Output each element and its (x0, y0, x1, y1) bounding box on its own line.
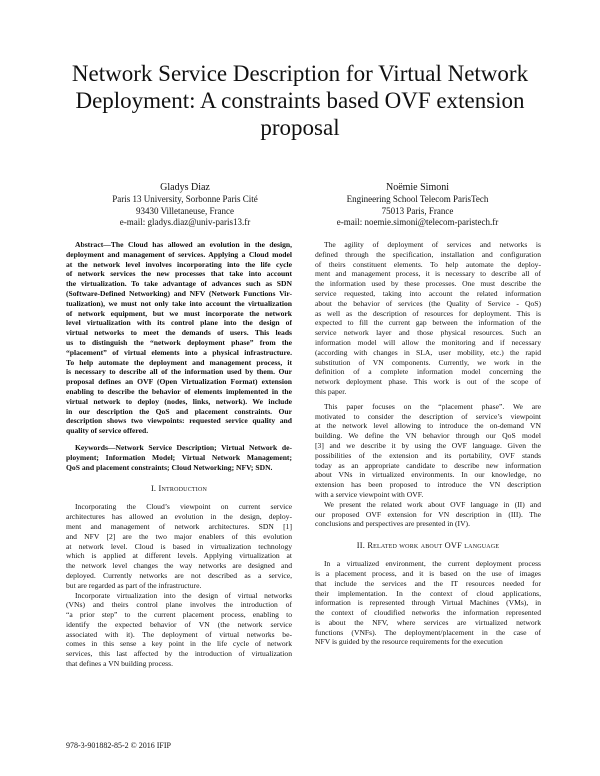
text-line: about VNs in virtualized environments. In our knowledge, no (315, 470, 541, 480)
paper-title (50, 60, 550, 141)
text-line: comes in this sense a key point in the life cycle of network (66, 639, 292, 649)
text-line: The agility of deployment of services and networks is (324, 240, 541, 249)
intro-paragraph-1 (66, 502, 292, 590)
text-line: conclusions and perspectives are presented in (IV). (315, 519, 470, 529)
text-line: Abstract—The Cloud has allowed an evolution in the design, (75, 240, 292, 249)
text-line: (according with changes in SLA, user mobility, etc.) the rapid (315, 347, 541, 357)
paragraph-focus (315, 402, 541, 500)
author-affiliation: Paris 13 University, Sorbonne Paris Cité (112, 194, 258, 204)
text-line: In a virtualized environment, the current deployment process (324, 559, 541, 569)
text-line: at the network level involves incorporating into the life cycle (66, 259, 292, 269)
text-line: (VNs) and theirs control plane involves the introduction of (66, 600, 292, 610)
text-line: motivated to consider the description of service’s viewpoint (315, 411, 541, 421)
text-line: virtual network to deploy (nodes, links, network). We include (66, 396, 292, 406)
text-line: NFV is guided by the resource requirements for the execution (315, 637, 503, 647)
text-line: us to distinguish the “network deployment phase” from the (66, 337, 292, 347)
text-line: expected to fill the current gap between the information of the (315, 318, 541, 328)
text-line: To help automate the deployment and management process, it (66, 357, 292, 367)
text-line: service requested, taking into account the related information (315, 288, 541, 298)
text-line: the information used by these processes. One must describe the (315, 279, 541, 289)
paragraph-related-work (315, 559, 541, 647)
author-diaz (90, 181, 280, 229)
text-line: is necessary to describe all of the information used by them. Our (66, 367, 292, 377)
text-line: of network services the new processes that take into account (66, 269, 292, 279)
author-name: Noëmie Simoni (385, 182, 450, 193)
text-line: “a prior step” to the current placement process, enabling to (66, 610, 292, 620)
text-line: architectures has allowed an evolution in the design, deploy- (66, 512, 292, 522)
paragraph-outline (315, 500, 541, 529)
text-line: ployment; Information Model; Virtual Network Management; (66, 452, 292, 462)
author-affiliation: Engineering School Telecom ParisTech (346, 194, 489, 204)
text-line: that include the services and the IT resources needed for (315, 578, 541, 588)
text-line: at network level. Cloud is based in virtualization technology (66, 541, 292, 551)
text-line: QoS and placement constraints; Cloud Networking; NFV; SDN. (66, 462, 273, 472)
text-line: about the behavior of services (the Quality of Service - QoS) (315, 298, 541, 308)
text-line: Keywords—Network Service Description; Virtual Network de- (75, 442, 292, 452)
intro-paragraph-2 (66, 591, 292, 669)
text-line: definition of a complete information model concerning the (315, 367, 541, 377)
text-line: substitution of VN components. Currently, we work in the (315, 357, 541, 367)
right-column (315, 240, 541, 647)
text-line: of theirs constituent elements. To help automate the deploy- (315, 259, 541, 269)
left-column (66, 240, 292, 669)
text-line: that defines a VN building process. (66, 659, 173, 669)
text-line: possibilities of the extension and its portability, OVF stands (315, 450, 541, 460)
section-heading-related-work: II. Related work about OVF language (356, 541, 500, 551)
text-line: quality of service offered. (66, 426, 149, 436)
text-line: defined through the specification, installation and configuration (315, 249, 541, 259)
text-line: today as an appropriate candidate to describe new information (315, 460, 541, 470)
author-simoni (310, 181, 525, 229)
text-line: the virtualization. To take advantage of advances such as SDN (66, 279, 292, 289)
text-line: the context of cloudified networks the information represented (315, 608, 541, 618)
section-heading-introduction: I. Introduction (150, 484, 208, 494)
keywords (66, 443, 292, 472)
text-line: deployment and management of services. Applying a Cloud model (66, 249, 292, 259)
text-line: description shows two viewpoints: requested service quality and (66, 416, 292, 426)
paragraph-agility (315, 240, 541, 397)
text-line: their implementation. In the context of cloud applications, (315, 588, 541, 598)
text-line: identify the expected behavior of VN (the network service (66, 619, 292, 629)
text-line: This paper focuses on the “placement phase”. We are (324, 401, 541, 411)
text-line: tualization), we must not only take into account the virtualization (66, 298, 292, 308)
author-address: 93430 Villetaneuse, France (135, 205, 234, 216)
text-line: this paper. (315, 386, 347, 396)
text-line: proposal defines an OVF (Open Virtualization Format) extension (66, 377, 292, 387)
text-line: at the network level allowing to introduce the on-demand VN (315, 421, 541, 431)
text-line: deployed. Currently networks are not described as a service, (66, 570, 292, 580)
text-line: with a service viewpoint with OVF. (315, 489, 424, 499)
text-line: in our description the QoS and placement constraints. Our (66, 406, 292, 416)
author-address: 75013 Paris, France (381, 205, 454, 216)
text-line: information model will allow the monitoring and if necessary (315, 337, 541, 347)
copyright-footer: 978-3-901882-85-2 © 2016 IFIP (66, 741, 171, 750)
text-line: as well as the description of resources for deployment. This is (315, 308, 541, 318)
text-line: services, this last affected by the introduction of virtualization (66, 649, 292, 659)
author-email: e-mail: gladys.diaz@univ-paris13.fr (119, 217, 251, 227)
text-line: service network layer and those physical resources. Such an (315, 328, 541, 338)
text-line: ment and management process, it is necessary to describe all of (315, 269, 541, 279)
text-line: We present the related work about OVF language in (II) and (324, 499, 541, 509)
text-line: of network equipment, but we must incorporate the network (66, 308, 292, 318)
title-line: Network Service Description for Virtual Network (71, 61, 529, 86)
text-line: Incorporate virtualization into the design of virtual networks (75, 590, 292, 600)
author-email: e-mail: noemie.simoni@telecom-paristech.fr (336, 217, 499, 227)
text-line: functions (VNFs). The deployment/placement in the case of (315, 627, 541, 637)
text-line: the network level changes the way networks are designed and (66, 561, 292, 571)
text-line: virtual networks to meet the demands of users. This leads (66, 328, 292, 338)
text-line: and NFV [2] are the two major enablers of this evolution (66, 531, 292, 541)
abstract (66, 240, 292, 436)
text-line: is a placement process, and it is based on the use of images (315, 568, 541, 578)
title-line: Deployment: A constraints based OVF extension (75, 88, 525, 113)
text-line: “placement” of virtual elements into a physical infrastructure. (66, 347, 292, 357)
text-line: building. We define the VN behavior through our QoS model (315, 431, 541, 441)
text-line: ment and management of network architectures. SDN [1] (66, 521, 292, 531)
text-line: our proposed OVF extension for VN description in (III). The (315, 509, 541, 519)
text-line: level virtualization with its control plane into the design of (66, 318, 292, 328)
text-line: extension has been proposed to introduce the VN description (315, 480, 541, 490)
text-line: (Software-Defined Networking) and NFV (Network Functions Vir- (66, 288, 292, 298)
title-line: proposal (260, 115, 340, 140)
text-line: network deployment phase. This work is out of the scope of (315, 377, 541, 387)
text-line: is about the NFV, where services are virtualized network (315, 617, 541, 627)
text-line: associated with it). The deployment of virtual networks be- (66, 629, 292, 639)
text-line: which is applied at different levels. Applying virtualization at (66, 551, 292, 561)
text-line: Incorporating the Cloud’s viewpoint on current service (75, 502, 292, 512)
text-line: but are regarded as part of the infrastructure. (66, 580, 202, 590)
author-name: Gladys Diaz (160, 182, 210, 193)
text-line: information is represented through Virtual Machines (VMs), in (315, 598, 541, 608)
text-line: [3] and we describe it by using the OVF language. Given the (315, 440, 541, 450)
text-line: enabling to describe the behavior of elements implemented in the (66, 386, 292, 396)
